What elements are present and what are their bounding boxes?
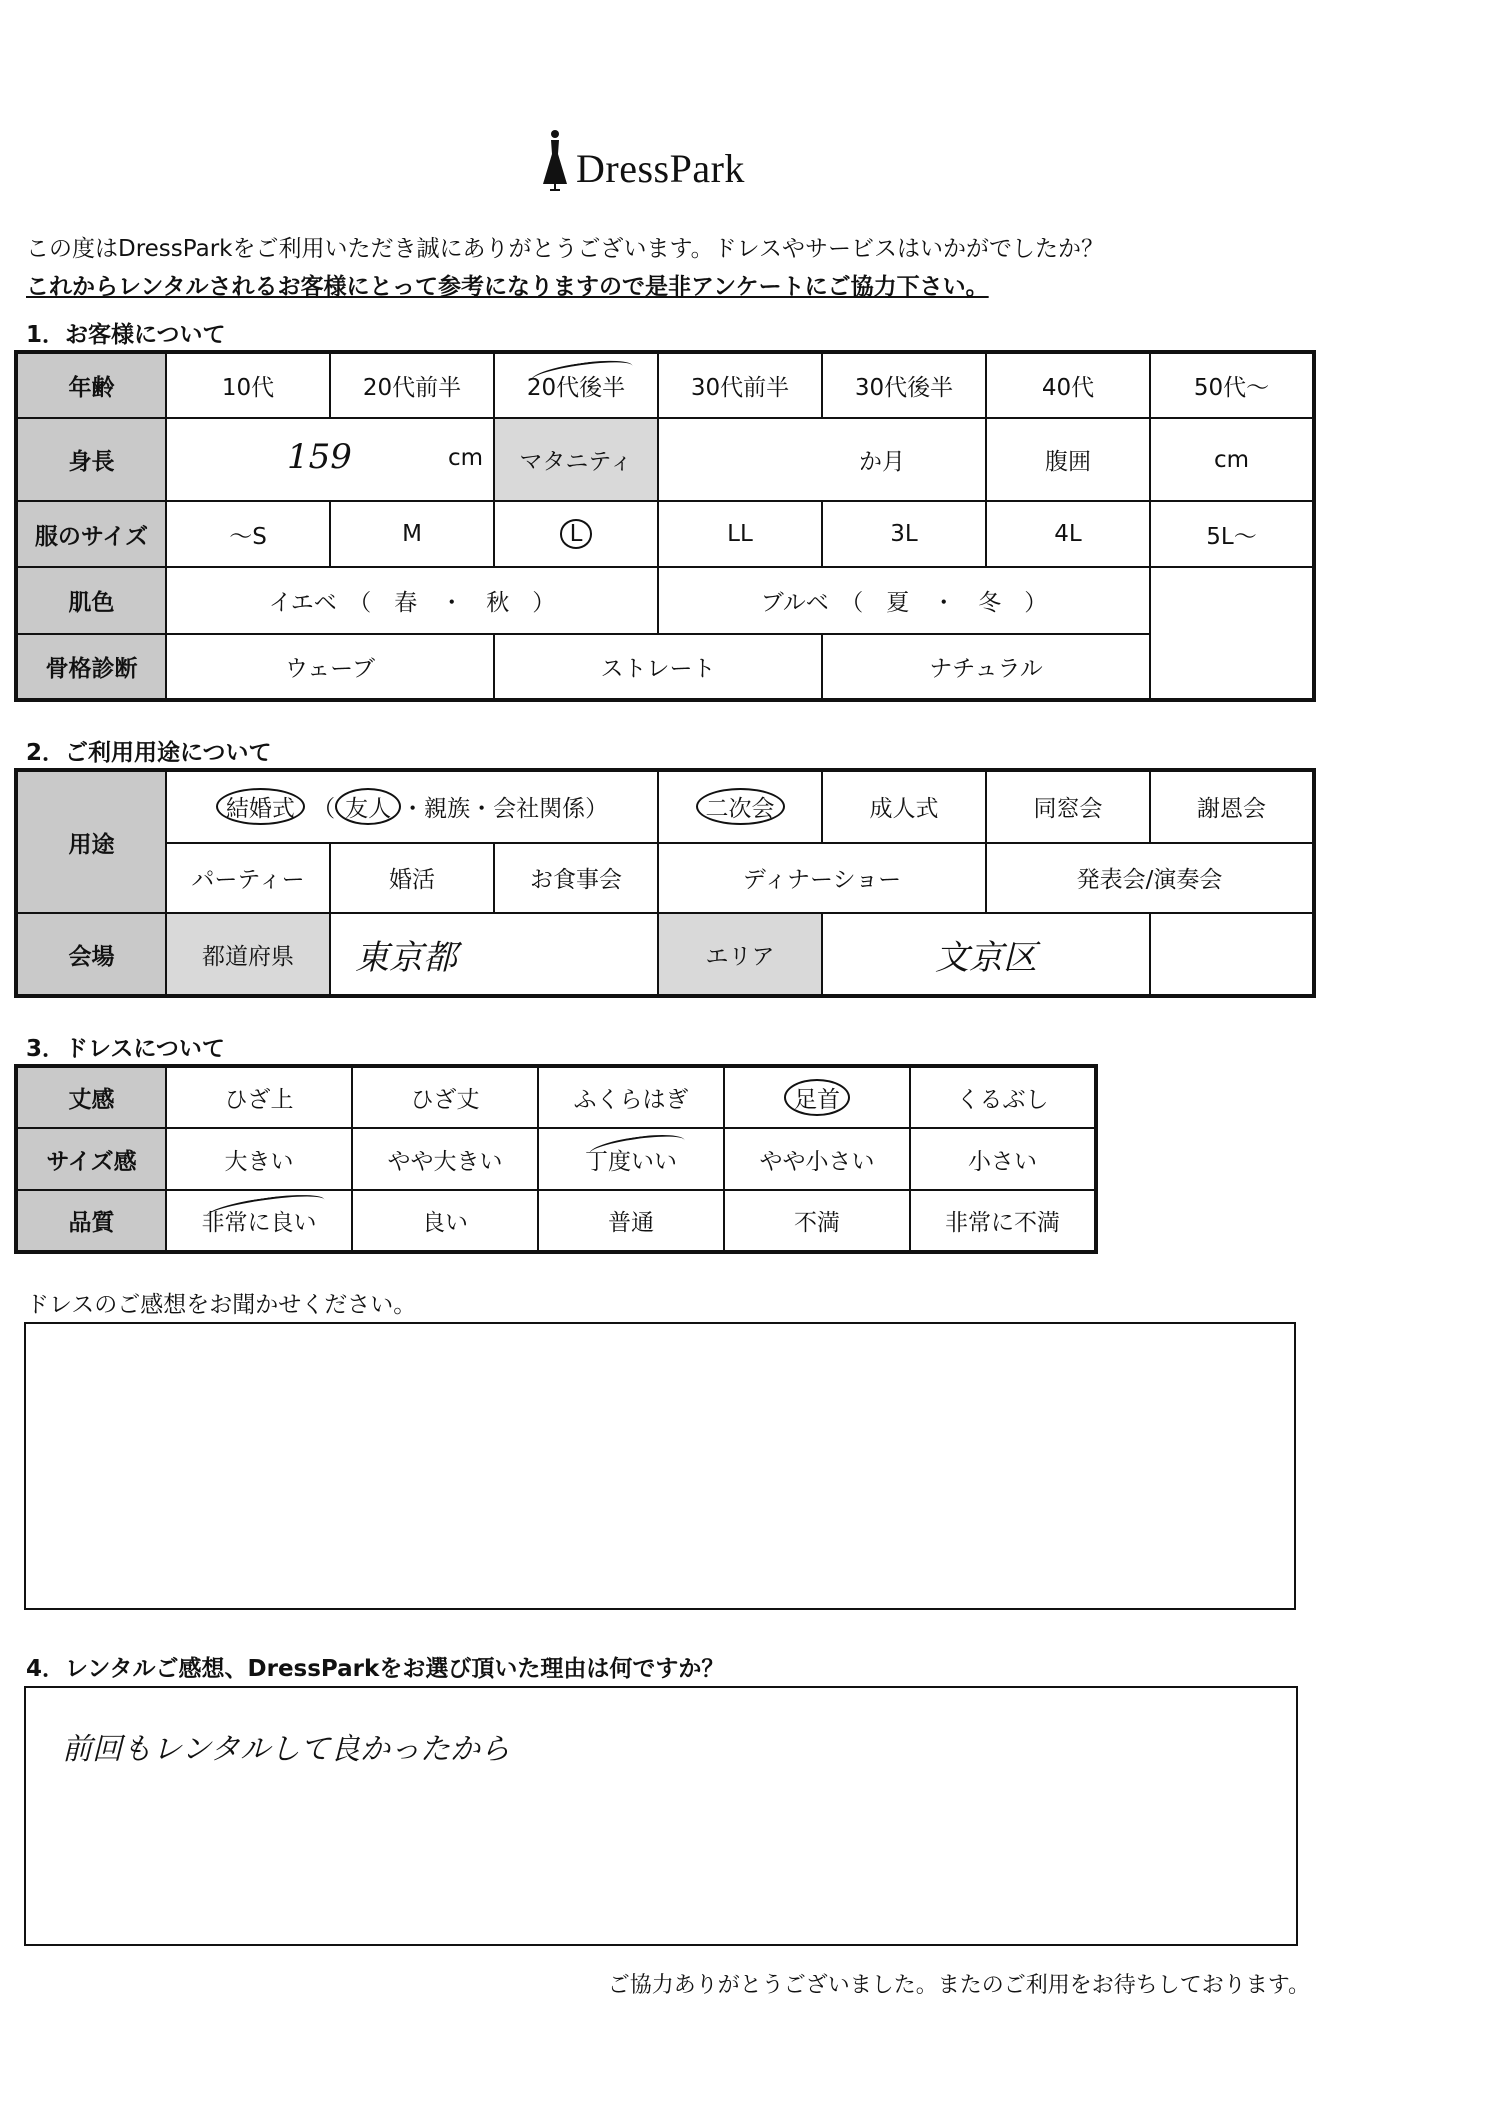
skin-blue[interactable]: ブルベ （ 夏 ・ 冬 ） — [658, 567, 1150, 633]
fit-option[interactable]: 小さい — [910, 1128, 1096, 1190]
fit-option[interactable]: 大きい — [166, 1128, 352, 1190]
section-2-title: 2．ご利用用途について — [26, 740, 272, 766]
dress-icon — [540, 128, 570, 192]
reason-answer-box[interactable] — [24, 1686, 1298, 1946]
reason-answer-text: 前回もレンタルして良かったから — [62, 1732, 511, 1767]
months-unit: か月 — [859, 449, 905, 476]
height-unit: cm — [447, 445, 483, 472]
age-option[interactable]: 50代～ — [1150, 352, 1314, 418]
usage-option[interactable]: パーティー — [166, 843, 330, 914]
age-label: 年齢 — [16, 352, 166, 418]
usage-option-selected[interactable] — [658, 770, 822, 843]
fit-option[interactable]: やや小さい — [724, 1128, 910, 1190]
size-option[interactable]: 5L～ — [1150, 501, 1314, 567]
waist-unit: cm — [1213, 446, 1250, 473]
usage-option[interactable]: ディナーショー — [658, 843, 986, 914]
quality-option[interactable]: 不満 — [724, 1190, 910, 1252]
friend-circle: 友人 — [335, 788, 401, 825]
fit-option-selected[interactable] — [538, 1128, 724, 1190]
quality-option-selected[interactable] — [166, 1190, 352, 1252]
usage-option[interactable]: 成人式 — [822, 770, 986, 843]
skin-yellow[interactable]: イエベ （ 春 ・ 秋 ） — [166, 567, 658, 633]
maternity-months-field[interactable] — [658, 418, 986, 500]
quality-option[interactable]: 普通 — [538, 1190, 724, 1252]
age-option[interactable]: 30代前半 — [658, 352, 822, 418]
quality-option[interactable]: 良い — [352, 1190, 538, 1252]
frame-option[interactable]: ストレート — [494, 634, 822, 700]
length-selected-circle: 足首 — [784, 1079, 850, 1116]
waist-label: 腹囲 — [986, 418, 1150, 500]
frame-option[interactable]: ナチュラル — [822, 634, 1150, 700]
section-4-title: 4．レンタルご感想、DressParkをお選び頂いた理由は何ですか？ — [26, 1656, 725, 1682]
dress-table — [14, 1064, 1098, 1254]
length-option-selected[interactable] — [724, 1066, 910, 1128]
height-value: 159 — [287, 437, 352, 478]
purpose-label: 用途 — [16, 770, 166, 913]
length-label: 丈感 — [16, 1066, 166, 1128]
dress-comment-box[interactable] — [24, 1322, 1296, 1610]
size-option[interactable]: M — [330, 501, 494, 567]
fit-option[interactable]: やや大きい — [352, 1128, 538, 1190]
venue-label: 会場 — [16, 913, 166, 996]
customer-table — [14, 350, 1316, 702]
fit-label: サイズ感 — [16, 1128, 166, 1190]
height-label: 身長 — [16, 418, 166, 500]
fit-selected-mark: 丁度いい — [585, 1143, 677, 1176]
thanks-message: ご協力ありがとうございました。またのご利用をお待ちしております。 — [607, 1973, 1310, 1998]
prefecture-label: 都道府県 — [166, 913, 330, 996]
size-option[interactable]: 4L — [986, 501, 1150, 567]
wedding-circle: 結婚式 — [216, 788, 305, 825]
section-1-title: 1．お客様について — [26, 322, 226, 348]
skin-label: 肌色 — [16, 567, 166, 633]
wedding-paren-open: （ — [312, 796, 336, 823]
empty-cell — [1150, 913, 1314, 996]
usage-table — [14, 768, 1316, 998]
size-option-selected[interactable] — [494, 501, 658, 567]
waist-field[interactable] — [1150, 418, 1314, 500]
age-selected-mark: 20代後半 — [527, 369, 625, 402]
usage-option[interactable]: 謝恩会 — [1150, 770, 1314, 843]
frame-option[interactable]: ウェーブ — [166, 634, 494, 700]
quality-option[interactable]: 非常に不満 — [910, 1190, 1096, 1252]
size-option[interactable]: ～S — [166, 501, 330, 567]
logo-text: DressPark — [576, 146, 745, 191]
dress-comment-prompt: ドレスのご感想をお聞かせください。 — [26, 1292, 417, 1318]
wedding-detail: ・親族・会社関係 — [401, 796, 586, 823]
area-label: エリア — [658, 913, 822, 996]
age-option[interactable]: 10代 — [166, 352, 330, 418]
quality-selected-mark: 非常に良い — [202, 1204, 317, 1237]
length-option[interactable]: ひざ上 — [166, 1066, 352, 1128]
age-option-selected[interactable] — [494, 352, 658, 418]
intro-line-2: これからレンタルされるお客様にとって参考になりますので是非アンケートにご協力下さい。 — [26, 274, 989, 300]
usage-option[interactable]: 発表会/演奏会 — [986, 843, 1314, 914]
maternity-label: マタニティ — [494, 418, 658, 500]
size-label: 服のサイズ — [16, 501, 166, 567]
wedding-option[interactable] — [166, 770, 658, 843]
area-value[interactable]: 文京区 — [822, 913, 1150, 996]
size-option[interactable]: LL — [658, 501, 822, 567]
height-field[interactable] — [166, 418, 494, 500]
size-selected-circle: L — [560, 519, 593, 549]
age-option[interactable]: 20代前半 — [330, 352, 494, 418]
length-option[interactable]: くるぶし — [910, 1066, 1096, 1128]
length-option[interactable]: ひざ丈 — [352, 1066, 538, 1128]
empty-cell — [1150, 567, 1314, 633]
length-option[interactable]: ふくらはぎ — [538, 1066, 724, 1128]
usage-option[interactable]: 婚活 — [330, 843, 494, 914]
empty-cell — [1150, 634, 1314, 700]
intro-line-1: この度はDressParkをご利用いただき誠にありがとうございます。ドレスやサービスはいかがでしたか？ — [26, 236, 1104, 262]
section-3-title: 3．ドレスについて — [26, 1036, 225, 1062]
usage-option[interactable]: 同窓会 — [986, 770, 1150, 843]
age-option[interactable]: 30代後半 — [822, 352, 986, 418]
after-party-circle: 二次会 — [696, 788, 785, 825]
size-option[interactable]: 3L — [822, 501, 986, 567]
usage-option[interactable]: お食事会 — [494, 843, 658, 914]
dresspark-logo — [540, 128, 745, 192]
age-option[interactable]: 40代 — [986, 352, 1150, 418]
frame-label: 骨格診断 — [16, 634, 166, 700]
prefecture-value[interactable]: 東京都 — [330, 913, 658, 996]
quality-label: 品質 — [16, 1190, 166, 1252]
wedding-paren-close: ） — [585, 796, 609, 823]
